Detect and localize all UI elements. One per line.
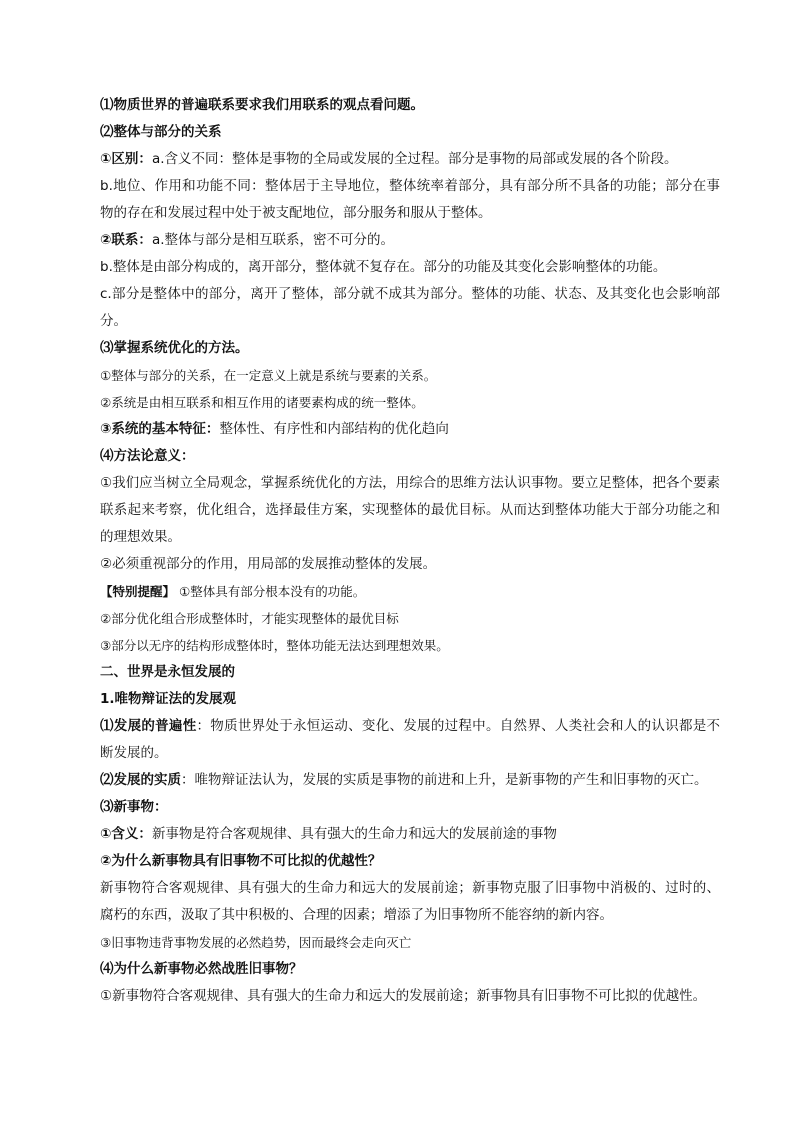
label-meaning: ①含义： bbox=[100, 826, 152, 842]
paragraph-difference-b: b.地位、作用和功能不同：整体居于主导地位，整体统率着部分，具有部分所不具备的功能；部分在事物的存在和发展过程中处于被支配地位，部分服务和服从于整体。 bbox=[100, 178, 720, 221]
label-system-features: ③系统的基本特征： bbox=[100, 421, 220, 437]
heading-part-two: 二、世界是永恒发展的 bbox=[100, 664, 235, 680]
paragraph-system-3 bbox=[100, 416, 720, 443]
label-essence: ⑵发展的实质 bbox=[100, 772, 181, 788]
paragraph-system-2: ②系统是由相互联系和相互作用的诸要素构成的统一整体。 bbox=[100, 395, 424, 410]
paragraph-old-things: ③旧事物违背事物发展的必然趋势，因而最终会走向灭亡 bbox=[100, 935, 412, 950]
label-universality: ⑴发展的普遍性 bbox=[100, 718, 197, 734]
document-content bbox=[100, 92, 720, 1010]
heading-universal-connection: ⑴物质世界的普遍联系要求我们用联系的观点看问题。 bbox=[100, 97, 424, 113]
paragraph-new-things-meaning bbox=[100, 821, 720, 848]
paragraph-difference bbox=[100, 146, 720, 173]
heading-new-things: ⑶新事物： bbox=[100, 799, 168, 815]
paragraph-tip bbox=[100, 578, 720, 605]
paragraph-link-c: c.部分是整体中的部分，离开了整体，部分就不成其为部分。整体的功能、状态、及其变化也会影响部分。 bbox=[100, 286, 720, 329]
paragraph-tip-3: ③部分以无序的结构形成整体时，整体功能无法达到理想效果。 bbox=[100, 638, 449, 653]
heading-why-new-wins: ⑷为什么新事物必然战胜旧事物？ bbox=[100, 961, 303, 977]
text-universality: ：物质世界处于永恒运动、变化、发展的过程中。自然界、人类社会和人的认识都是不断发展的。 bbox=[100, 718, 721, 761]
heading-whole-and-part: ⑵整体与部分的关系 bbox=[100, 124, 222, 140]
text-tip-1: ①整体具有部分根本没有的功能。 bbox=[179, 584, 366, 599]
text-meaning: 新事物是符合客观规律、具有强大的生命力和远大的发展前途的事物 bbox=[151, 826, 557, 842]
paragraph-methodology-2: ②必须重视部分的作用，用局部的发展推动整体的发展。 bbox=[100, 556, 437, 572]
label-difference: ①区别： bbox=[100, 151, 152, 167]
text-link-a: a.整体与部分是相互联系，密不可分的。 bbox=[151, 232, 395, 248]
label-link: ②联系： bbox=[100, 232, 152, 248]
text-essence: ：唯物辩证法认为，发展的实质是事物的前进和上升，是新事物的产生和旧事物的灭亡。 bbox=[181, 772, 708, 788]
heading-system-optimization: ⑶掌握系统优化的方法。 bbox=[100, 340, 249, 356]
heading-methodology: ⑷方法论意义： bbox=[100, 448, 195, 464]
paragraph-system-1: ①整体与部分的关系，在一定意义上就是系统与要素的关系。 bbox=[100, 368, 437, 383]
paragraph-why-new-wins-1: ①新事物符合客观规律、具有强大的生命力和远大的发展前途；新事物具有旧事物不可比拟的优越性。 bbox=[100, 988, 707, 1004]
paragraph-methodology-1: ①我们应当树立全局观念，掌握系统优化的方法，用综合的思维方法认识事物。要立足整体，把各个要素联系起来考察，优化组合，选择最佳方案，实现整体的最优目标。从而达到整体功能大于部分功能之和的理想效果。 bbox=[100, 475, 720, 545]
text-difference-a: a.含义不同：整体是事物的全局或发展的全过程。部分是事物的局部或发展的各个阶段。 bbox=[151, 151, 678, 167]
paragraph-essence bbox=[100, 767, 720, 794]
paragraph-tip-2: ②部分优化组合形成整体时，才能实现整体的最优目标 bbox=[100, 611, 399, 626]
paragraph-universality bbox=[100, 713, 720, 767]
heading-development-view: 1.唯物辩证法的发展观 bbox=[100, 691, 237, 707]
paragraph-link bbox=[100, 227, 720, 254]
paragraph-link-b: b.整体是由部分构成的，离开部分，整体就不复存在。部分的功能及其变化会影响整体的功能。 bbox=[100, 259, 667, 275]
text-system-features: 整体性、有序性和内部结构的优化趋向 bbox=[219, 421, 449, 437]
heading-superiority-question: ②为什么新事物具有旧事物不可比拟的优越性？ bbox=[100, 853, 382, 869]
label-special-tip: 【特别提醒】 bbox=[100, 584, 176, 599]
paragraph-superiority: 新事物符合客观规律、具有强大的生命力和远大的发展前途；新事物克服了旧事物中消极的、过时的、腐朽的东西，汲取了其中积极的、合理的因素；增添了为旧事物所不能容纳的新内容。 bbox=[100, 880, 720, 923]
